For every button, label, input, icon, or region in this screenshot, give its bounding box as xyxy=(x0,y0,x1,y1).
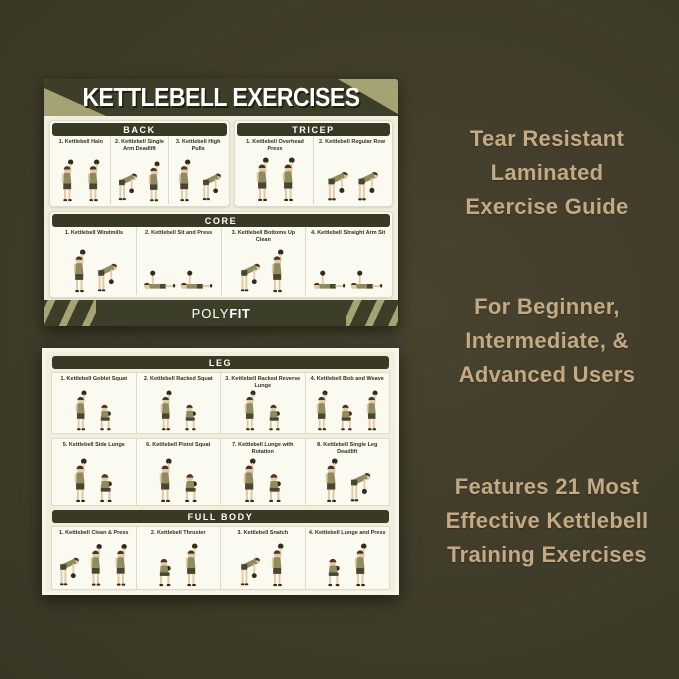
person-on-floor-icon xyxy=(313,250,347,294)
exercise-label: 3. Kettlebell Snatch xyxy=(237,530,289,536)
marketing-line: Intermediate, & xyxy=(465,328,629,353)
exercise-label: 1. Kettlebell Clean & Press xyxy=(59,530,129,536)
person-standing-icon xyxy=(251,157,274,203)
person-on-floor-icon xyxy=(180,250,214,294)
exercise-illustration xyxy=(70,383,117,432)
person-standing-icon xyxy=(173,159,196,203)
exercise-illustration xyxy=(154,449,203,504)
exercise-illustration xyxy=(143,237,214,294)
person-bent-icon xyxy=(115,161,140,203)
person-standing-icon xyxy=(266,249,289,294)
person-standing-icon xyxy=(143,161,165,203)
person-bent-icon xyxy=(237,545,263,588)
person-squatting-icon xyxy=(154,543,177,588)
exercise-label: 4. Kettlebell Bob and Weave xyxy=(310,376,384,382)
exercise-kettlebell-goblet-squat xyxy=(52,373,137,433)
exercise-label: 2. Kettlebell Racked Squat xyxy=(143,376,213,382)
poster-bottom xyxy=(42,348,399,595)
khaki-stripes-left xyxy=(44,300,96,326)
exercise-illustration xyxy=(239,390,286,432)
poster-top xyxy=(44,79,398,326)
exercise-label: 1. Kettlebell Windmills xyxy=(64,230,124,236)
marketing-line: For Beginner, xyxy=(474,294,620,319)
exercise-illustration xyxy=(324,146,381,203)
exercise-illustration xyxy=(155,383,202,432)
leg-row-2 xyxy=(51,438,390,506)
marketing-line: Advanced Users xyxy=(458,362,636,387)
person-standing-icon xyxy=(154,458,177,504)
section-core xyxy=(49,211,393,298)
exercise-label: 2. Kettlebell Sit and Press xyxy=(145,230,213,236)
person-standing-icon xyxy=(110,543,132,588)
person-standing-icon xyxy=(56,159,79,203)
person-squatting-icon xyxy=(180,458,203,504)
exercise-label: 5. Kettlebell Side Lunge xyxy=(62,442,125,448)
person-squatting-icon xyxy=(95,458,118,504)
exercise-kettlebell-single-leg-deadlift xyxy=(306,439,390,505)
person-standing-icon xyxy=(311,390,333,432)
person-bent-icon xyxy=(354,159,381,203)
person-standing-icon xyxy=(85,543,107,588)
marketing-block-laminated xyxy=(418,122,676,224)
leg-row-1 xyxy=(51,372,390,434)
poster-title: KETTLEBELL EXERCISES xyxy=(82,82,360,112)
section-header-full-body: FULL BODY xyxy=(52,510,389,523)
exercise-illustration xyxy=(323,537,372,588)
person-standing-icon xyxy=(180,543,203,588)
polyfit-logo-fit: FIT xyxy=(229,305,251,321)
poster-title-band xyxy=(44,79,398,116)
person-standing-icon xyxy=(349,543,372,588)
person-on-floor-icon xyxy=(350,250,384,294)
person-squatting-icon xyxy=(95,390,117,432)
marketing-line: Training Exercises xyxy=(447,542,647,567)
exercise-kettlebell-halo xyxy=(52,136,111,204)
section-back xyxy=(49,120,230,207)
exercise-kettlebell-overhead-press xyxy=(237,136,314,204)
section-header-core: CORE xyxy=(52,214,390,227)
marketing-line: Effective Kettlebell xyxy=(445,508,649,533)
marketing-line: Exercise Guide xyxy=(465,194,629,219)
exercise-kettlebell-racked-squat xyxy=(137,373,222,433)
exercise-kettlebell-high-pulls xyxy=(169,136,227,204)
person-standing-icon xyxy=(70,390,92,432)
exercise-label: 7. Kettlebell Lunge with Rotation xyxy=(232,442,294,456)
full-body-row xyxy=(51,526,390,590)
person-standing-icon xyxy=(266,543,289,588)
exercise-kettlebell-lunge-with-rotation xyxy=(221,439,306,505)
person-standing-icon xyxy=(69,458,92,504)
exercise-kettlebell-bob-and-weave xyxy=(306,373,390,433)
exercise-label: 3. Kettlebell Bottoms Up Clean xyxy=(231,230,296,244)
exercise-label: 1. Kettlebell Overhead Press xyxy=(246,139,304,153)
polyfit-logo xyxy=(192,306,251,321)
exercise-kettlebell-thruster xyxy=(137,527,222,589)
exercise-label: 4. Kettlebell Lunge and Press xyxy=(308,530,386,536)
poster-top-body xyxy=(44,116,398,298)
exercise-kettlebell-snatch xyxy=(221,527,306,589)
section-header-tricep: TRICEP xyxy=(237,123,390,136)
exercise-label: 2. Kettlebell Regular Row xyxy=(318,139,385,145)
exercise-illustration xyxy=(115,153,165,203)
exercise-illustration xyxy=(311,383,383,432)
section-header-back: BACK xyxy=(52,123,227,136)
person-bent-icon xyxy=(324,159,351,203)
poster-bottom-body xyxy=(46,352,395,590)
exercise-illustration xyxy=(237,537,289,588)
person-bent-icon xyxy=(94,251,120,294)
exercise-kettlebell-clean-and-press xyxy=(52,527,137,589)
exercise-label: 4. Kettlebell Straight Arm Sit xyxy=(311,230,386,236)
exercise-label: 1. Kettlebell Goblet Squat xyxy=(60,376,128,382)
person-on-floor-icon xyxy=(143,250,177,294)
person-squatting-icon xyxy=(180,390,202,432)
person-squatting-icon xyxy=(264,390,286,432)
person-standing-icon xyxy=(320,458,343,504)
person-standing-icon xyxy=(68,249,91,294)
exercise-kettlebell-bottoms-up-clean xyxy=(222,227,307,295)
exercise-kettlebell-lunge-and-press xyxy=(306,527,390,589)
exercise-kettlebell-regular-row xyxy=(314,136,390,204)
marketing-block-features xyxy=(418,470,676,572)
person-standing-icon xyxy=(361,390,383,432)
poster-footer-band xyxy=(44,300,398,326)
person-standing-icon xyxy=(82,159,105,203)
person-standing-icon xyxy=(277,157,300,203)
exercise-kettlebell-straight-arm-sit xyxy=(306,227,390,295)
person-standing-icon xyxy=(239,390,261,432)
exercise-illustration xyxy=(69,449,118,504)
exercise-label: 6. Kettlebell Pistol Squat xyxy=(146,442,211,448)
person-squatting-icon xyxy=(336,390,358,432)
section-header-leg: LEG xyxy=(52,356,389,369)
person-bent-icon xyxy=(199,161,224,203)
exercise-illustration xyxy=(238,456,287,504)
exercise-kettlebell-sit-and-press xyxy=(137,227,222,295)
marketing-line: Features 21 Most xyxy=(454,474,640,499)
marketing-line: Tear Resistant xyxy=(469,126,625,151)
exercise-illustration xyxy=(56,146,105,203)
exercise-illustration xyxy=(68,237,120,294)
exercise-illustration xyxy=(320,456,374,504)
exercise-label: 2. Kettlebell Single Arm Deadlift xyxy=(115,139,164,153)
exercise-kettlebell-pistol-squat xyxy=(137,439,222,505)
exercise-illustration xyxy=(251,153,300,203)
exercise-illustration xyxy=(237,244,289,294)
person-standing-icon xyxy=(238,458,261,504)
marketing-block-users xyxy=(418,290,676,392)
person-squatting-icon xyxy=(264,458,287,504)
person-bent-icon xyxy=(237,251,263,294)
exercise-label: 2. Kettlebell Thruster xyxy=(150,530,206,536)
exercise-kettlebell-single-arm-deadlift xyxy=(111,136,170,204)
person-bent-icon xyxy=(346,460,374,504)
exercise-illustration xyxy=(173,153,224,203)
exercise-label: 3. Kettlebell Racked Reverse Lunge xyxy=(225,376,301,390)
exercise-kettlebell-windmills xyxy=(52,227,137,295)
exercise-kettlebell-side-lunge xyxy=(52,439,137,505)
exercise-illustration xyxy=(313,237,384,294)
person-squatting-icon xyxy=(323,543,346,588)
exercise-kettlebell-racked-reverse-lunge xyxy=(221,373,306,433)
polyfit-logo-poly: POLY xyxy=(191,305,230,321)
exercise-illustration xyxy=(154,537,203,588)
exercise-label: 3. Kettlebell High Pulls xyxy=(175,139,221,153)
khaki-stripes-right xyxy=(346,300,398,326)
person-bent-icon xyxy=(56,545,82,588)
marketing-line: Laminated xyxy=(490,160,604,185)
section-tricep xyxy=(234,120,393,207)
exercise-label: 8. Kettlebell Single Leg Deadlift xyxy=(317,442,378,456)
person-standing-icon xyxy=(155,390,177,432)
exercise-label: 1. Kettlebell Halo xyxy=(58,139,103,145)
exercise-illustration xyxy=(56,537,132,588)
